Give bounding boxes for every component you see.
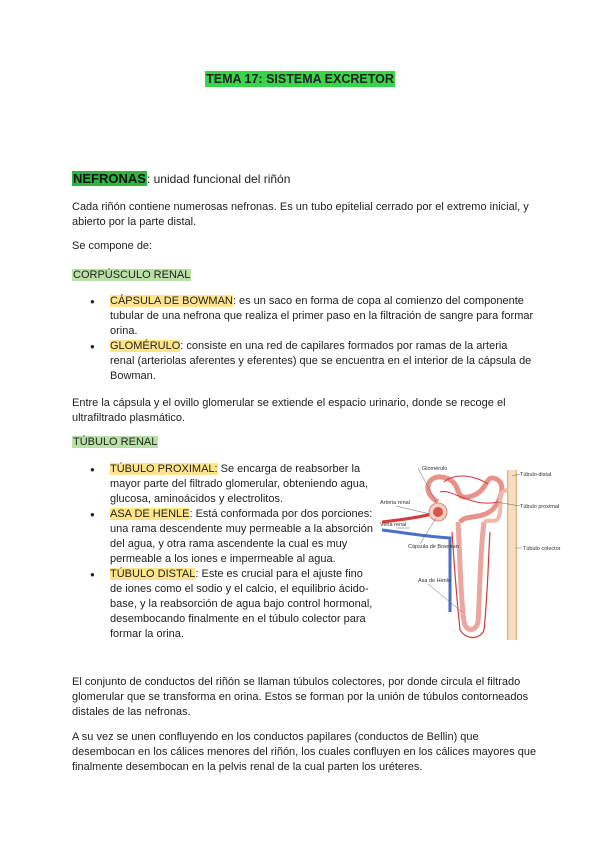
title-text: TEMA 17: SISTEMA EXCRETOR [206, 72, 394, 86]
tubulo-heading-text: TÚBULO RENAL [73, 436, 158, 448]
list-item [72, 294, 534, 339]
term-distal: TÚBULO DISTAL [110, 568, 196, 580]
corpusculo-list [72, 294, 534, 384]
intro-paragraph: Cada riñón contiene numerosas nefronas. Es un tubo epitelial cerrado por el extremo inicial, y abierto por la parte distal. [72, 201, 529, 228]
tubulo-heading [72, 435, 158, 450]
term-capsula: CÁPSULA DE BOWMAN [110, 295, 233, 307]
list-item [72, 339, 534, 384]
desc-capsula: : es un saco en forma de copa al comienzo del componente tubular de una nefrona que realiza el primer paso en la filtración de sangre para formar orina. [110, 295, 534, 337]
nephron-diagram [380, 462, 561, 642]
label-capsula: Cápsula de Bowman [408, 544, 459, 550]
nefronas-heading [72, 171, 290, 187]
page-title [0, 72, 600, 87]
term-henle: ASA DE HENLE [110, 508, 190, 520]
label-vena: Vena renal [380, 522, 407, 528]
label-arteria: Arteria renal [380, 500, 410, 506]
nephron-illustration [380, 462, 561, 642]
desc-glomerulo: : consiste en una red de capilares formados por ramas de la arteria renal (arteriolas aferentes y eferentes) que se encuentra en el interior de la cápsula de Bowman. [110, 340, 532, 382]
list-item [72, 507, 374, 567]
desc-distal: : Este es crucial para el ajuste fino de iones como el sodio y el calcio, el equilibrio ácido-base, y la reabsorción de agua bajo control hormonal, desembocando finalmente en el túbulo colector para formar la orina. [110, 568, 373, 640]
final-paragraph: A su vez se unen confluyendo en los conductos papilares (conductos de Bellin) que desembocan en los cálices menores del riñón, los cuales confluyen en los cálices mayores que finalmente desembocan en la pelvis renal de la cual parten los uréteres. [72, 731, 537, 773]
term-proximal: TÚBULO PROXIMAL: [110, 463, 218, 475]
nefronas-subtitle: : unidad funcional del riñón [146, 172, 291, 186]
label-proximal: Túbulo proximal [520, 504, 560, 510]
espacio-paragraph: Entre la cápsula y el ovillo glomerular se extiende el espacio urinario, donde se recoge el ultrafiltrado plasmático. [72, 397, 506, 424]
corpusculo-heading [72, 268, 191, 283]
term-glomerulo: GLOMÉRULO [110, 340, 181, 352]
compone-text: Se compone de: [72, 240, 153, 252]
label-distal: Túbulo distal [520, 472, 552, 478]
label-glomerulo: Glomérulo [422, 466, 448, 472]
list-item [72, 567, 374, 642]
label-colector: Túbulo colector [523, 546, 561, 552]
colectores-paragraph: El conjunto de conductos del riñón se llaman túbulos colectores, por donde circula el filtrado glomerular que se transforma en orina. Estos se forman por la unión de túbulos contorneados distales de las nefronas. [72, 676, 529, 718]
label-asa: Asa de Henle [418, 578, 452, 584]
list-item [72, 462, 374, 507]
desc-henle: : Está conformada por dos porciones: una rama descendente muy permeable a la absorción del agua, y otra rama ascendente la cual es muy permeable a los iones e impermeable al agua. [110, 508, 373, 565]
tubulo-list [72, 462, 374, 642]
corpusculo-heading-text: CORPÚSCULO RENAL [73, 269, 191, 281]
desc-proximal: Se encarga de reabsorber la mayor parte del filtrado glomerular, obteniendo agua, glucosa, aminoácidos y electrolitos. [110, 463, 369, 505]
nefronas-label: NEFRONAS [73, 171, 146, 186]
